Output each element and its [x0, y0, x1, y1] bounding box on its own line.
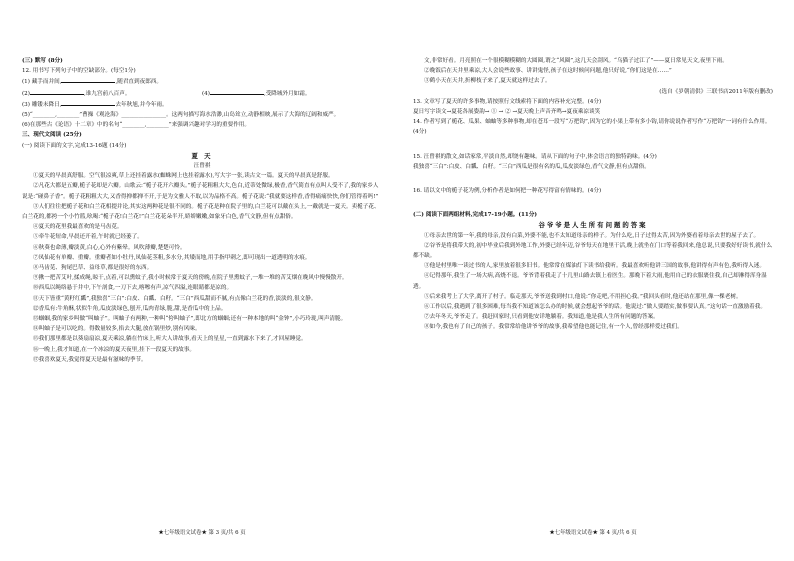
paragraph: ⑦凤仙花有单瓣、重瓣。重瓣者如小牡丹,凤仙花茎粗,多水分,其矮而地,用手指甲刺之,即可现出一道透明的水痕。 [33, 254, 311, 261]
paragraph: ④记得那年,我生了一场大病,高烧不退。爷爷背着我走了十几里山路去镇上看医生。那晚下着大雨,他用自己的衣服裹住我,自己却淋得浑身湿透。 [413, 273, 767, 290]
fill-row: (3) 雕镂未降日, 去年秋旭,并今年雨。 [22, 99, 382, 110]
answer-blank[interactable] [210, 88, 264, 95]
paragraph: ④夏天的花里我最喜欢的是马齿苋。 [33, 224, 123, 231]
paragraph: ⑧如今,我也有了自己的孩子。我常常给他讲爷爷的故事,我希望他也能记住,有一个人,曾经那样爱过我们。 [424, 324, 683, 331]
page-footer: ★七年级语文试卷★ 第 4 页/共 6 页 [549, 530, 637, 536]
question-14: 14. 作者写到了栀花、瓜果、蚰蚰等多种事物,却在苍耳一段写“万把钩”,因为它的小果上带有多小钩,请你说说作者写作“万把钩”一词有什么作用。(4分) [413, 119, 771, 136]
paragraph: ①母亲去世的第一年,我的母亲,没有白菜,外婆不能,也不太知道母亲的样子。为什么吃,日子过得太苦,因为外婆看着母亲去世的屋子去了。 [424, 232, 760, 239]
fill-row: (2) ,谁九宫前八百声。 (4) ,受降城外月如霜。 [22, 88, 382, 99]
question-15: 15. 汪曾祺的散文,如话家常,平淡自然,却饶有趣味。请从下面的句子中,体会语言的独特韵味。(4分) [413, 153, 657, 160]
quoted-sentence: 我独喜“三白”:白皮、白瓤、白籽。“三白”西瓜是很有名的瓜,瓜皮淡绿色,香气文静,但有点甜俗。 [413, 163, 650, 170]
paragraph: ③鹤小天在天井,折柳枝子来了,夏天就这样过去了。 [424, 78, 551, 85]
paragraph: ⑧马齿苋、狗尾巴草、益母草,都是很好的东西。 [33, 265, 153, 272]
paragraph: ⑤牵牛花短命,早晨还开着,午时就已经萎了。 [33, 234, 143, 241]
paragraph: ⑦去年冬天,爷爷走了。我赶回家时,只看到他安详地躺着。我知道,他是我人生所有问题的答案。 [424, 314, 659, 321]
right-page [413, 56, 773, 333]
part-heading: (二) 阅读下面两组材料,完成17-19小题。(11分) [413, 212, 538, 219]
source-note: (选自《岁朝清供》三联书店2011年版有删改) [659, 88, 773, 95]
answer-blank[interactable] [30, 88, 84, 95]
answer-area[interactable] [413, 172, 773, 186]
question-13: 13. 文章写了夏天的许多事物,请按照行文线索将下面的内容补充完整。(4分) [413, 98, 602, 105]
paragraph: ⑮我们那里都是以葵扇扇凉,夏天乘凉,躺在竹床上,听大人讲故事,看天上的星星,一直到露水下来了,才回屋睡觉。 [33, 336, 307, 343]
paragraph: ⑥秋葵也命薄,瓣淡黄,白心,心外有紫晕。风吹薄瓣,楚楚可怜。 [33, 244, 186, 251]
answer-blank[interactable] [61, 99, 115, 106]
fill-row: (5)“________,________”曹操《观沧海》________________。这两句描写海水浩渺,山岛耸立,动静相映,展示了大海的辽阔和威严。 [22, 112, 340, 119]
paragraph: ①夏天的早晨真舒服。空气很凉爽,草上还挂着露水(蜘蛛网上也挂着露水),写大字一张,读古文一篇。夏天的早晨真是舒服。 [33, 173, 334, 180]
answer-blank[interactable] [61, 76, 115, 83]
section-heading: (三) 默写 (8分) [22, 58, 63, 64]
paragraph: ⑪天下皆重“黄籽红瓤”,我独喜“三白”:白皮、白瓤、白籽。“三白”西瓜甜而不腻,有点像白兰花的香,淡淡的,很文静。 [33, 295, 317, 302]
page-footer: ★七年级语文试卷★ 第 3 页/共 6 页 [158, 530, 246, 536]
question-16: 16. 请以文中的栀子花为例,分析作者是如何把一种花写得富有情味的。(4分) [413, 188, 602, 195]
question-12: 12. 用书写下列句子中的空缺部分。(每空1分) [22, 68, 136, 75]
paragraph: ③人们往往把栀子花和白兰花相提并论,其实这两种花是很不同的。栀子花是种在院子里的,白兰花可以戴在头上,一戴就是一夏天。卖栀子花、白兰花的,都挎一个小竹篮,吆喝:“栀子花!白兰花!”白兰花花朵半开,娇娇嫩嫩,如象牙白色,香气文静,但有点甜俗。 [22, 203, 380, 221]
paragraph: ⑨揪一把苦艾叶,揉成绳,晾干,点着,可以熏蚊子,我小时候常于夏天的傍晚,在院子里熏蚊子,一堆一堆的苦艾烟在晚风中慢慢散开。 [33, 275, 348, 282]
paragraph: ③他是村里唯一读过书的人,家里放着很多旧书。他常常在煤油灯下读书给我听。我最喜欢听他讲三国的故事,他讲得有声有色,我听得入迷。 [424, 263, 765, 270]
paragraph: ⑫香瓜有:牛角酥,状似牛角,瓜皮淡绿色,刨开,瓜肉青绿,脆,甜,是香瓜中的上品。 [33, 305, 227, 312]
paragraph: ⑰我喜欢夏天,我觉得夏天是最有滋味的季节。 [33, 356, 147, 363]
paragraph: ②凡花大都是五瓣,栀子花却是六瓣。山歌云:“栀子花开六瓣头。”栀子花粗粗大大,色白,近蒂处微绿,极香,香气简直有点叫人受不了,我的家乡人说是:“碰鼻子香”。栀子花粗粗大大,又香得掸都掸不开,于是为文雅人不取,以为品格不高。栀子花说:“我就要这样香,香得痛痛快快,你们管得着吗!” [22, 183, 379, 200]
part-heading: (一) 阅读下面的文字,完成13-16题 (14分) [22, 142, 127, 149]
answer-area[interactable] [413, 138, 773, 152]
paragraph: ⑩西瓜以绳络悬于井中,下午剖食,一刀下去,喀嚓有声,凉气四溢,连眼睛都是凉的。 [33, 285, 233, 292]
paragraph: ②晚饭后在天井里乘凉,大人会说些故事、讲讲鬼怪,孩子在这时候问问题,他只好说,“你们这是在……” [424, 68, 672, 75]
fill-row: (1) 藏手而并间, ,随君直到夜郎西。 [22, 76, 382, 87]
paragraph: ⑭叫蚰子是可以吃的。得数量较多,掐去大腿,放在锅里炒,别有风味。 [33, 326, 201, 333]
essay-title: 谷爷爷是人生所有问题的答案 [538, 221, 648, 230]
answer-area[interactable] [413, 196, 773, 210]
section-heading: 三、现代文阅读 (25分) [22, 132, 82, 139]
paragraph: ⑥工作以后,我遇到了很多困难,每当我不知道该怎么办的时候,就会想起爷爷的话。他说过:“做人要踏实,做事要认真。”这句话一直激励着我。 [424, 304, 766, 311]
paragraph: ②谷爷是将我带大的,初中毕业后我到外地工作,外婆已经年迈,谷爷每天在地里干活,晚上就坐在门口等着我回来,他总说,只要我好好读书,就什么都不缺。 [413, 242, 773, 260]
left-page [22, 56, 382, 365]
paragraph: ⑬蝈蝈,我的家乡叫做“叫蚰子”。叫蚰子有两种,一种叫“侉叫蚰子”,即北方的蝈蝈;还有一种本地的叫“金钟”,小巧玲珑,叫声清脆。 [33, 316, 347, 323]
paragraph: 文,非常好看。月亮照在一个很模糊模糊的大圆圈,谓之“风圈”,这几天会刮风。“乌猫子过江了”——夏日常见天文,夜里下雨。 [424, 58, 728, 64]
flow-chain: 夏日写字读文→夏花各展姿韵→ ① → ② →夏天晚上声音齐鸣→夏夜乘凉谈笑 [413, 109, 601, 116]
essay-author: 汪曾祺 [193, 163, 211, 170]
paragraph: ⑯一晚上,我才知道,在一个冰凉的夏天夜里,挂下一段夏天的故事。 [33, 346, 195, 353]
essay-title: 夏 天 [191, 151, 213, 160]
paragraph: ⑤后来我考上了大学,离开了村子。临走那天,爷爷送我到村口,他说:“你走吧,不用担心我。”我回头看时,他还站在那里,像一棵老树。 [424, 293, 742, 300]
fill-row: (6)在那些古《论语》十二章》中的名句“________,________”来强调兴趣对学习的重要作用。 [22, 122, 250, 129]
